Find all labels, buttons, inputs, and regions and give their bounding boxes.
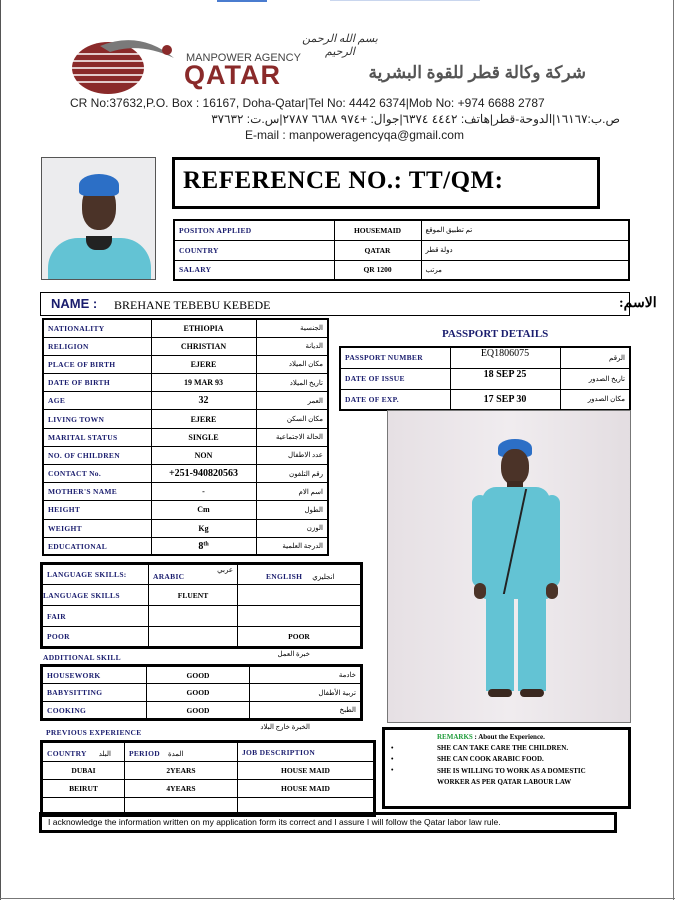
personal-arabic: عدد الاطفال bbox=[256, 446, 328, 464]
job-row bbox=[174, 240, 629, 260]
name-value: BREHANE TEBEBU KEBEDE bbox=[114, 298, 271, 312]
skill-label: BABYSITTING bbox=[42, 684, 147, 702]
language-arabic-level: FLUENT bbox=[149, 585, 238, 606]
personal-row bbox=[43, 519, 328, 537]
language-header-row bbox=[42, 564, 362, 585]
skill-arabic: خادمة bbox=[250, 666, 362, 684]
photo-tunic bbox=[482, 487, 550, 599]
email: E-mail : manpoweragencyqa@gmail.com bbox=[245, 128, 464, 142]
language-english-level bbox=[238, 585, 362, 606]
language-header: LANGUAGE SKILLS: bbox=[42, 564, 149, 585]
contact-english: CR No:37632,P.O. Box : 16167, Doha-Qatar|Tel No: 4442 6374|Mob No: +974 6688 2787 bbox=[70, 96, 545, 110]
personal-label: RELIGION bbox=[43, 337, 151, 355]
job-value: HOUSEMAID bbox=[334, 220, 421, 240]
personal-row bbox=[43, 501, 328, 519]
personal-value: Cm bbox=[151, 501, 256, 519]
name-arabic: الاسم: bbox=[619, 296, 657, 311]
skill-row bbox=[42, 702, 362, 720]
skill-level: GOOD bbox=[147, 702, 250, 720]
personal-label: AGE bbox=[43, 392, 151, 410]
contact-arabic: ص.ب:١٦١٦٧|الدوحة-قطر|هاتف: ٤٤٤٢ ٦٣٧٤|جوال: +٩٧٤ ٦٦٨٨ ٢٧٨٧|س.ت: ٣٧٦٣٢ bbox=[211, 112, 620, 126]
passport-value: 18 SEP 25 bbox=[450, 368, 560, 389]
personal-value: EJERE bbox=[151, 410, 256, 428]
personal-value: SINGLE bbox=[151, 428, 256, 446]
portrait-cap bbox=[79, 174, 119, 196]
name-label: NAME : bbox=[51, 296, 98, 311]
passport-title: PASSPORT DETAILS bbox=[442, 328, 549, 340]
language-english-level bbox=[238, 606, 362, 627]
experience-period-label: PERIOD bbox=[129, 749, 160, 758]
english-language-ar: انجليزي bbox=[312, 572, 335, 581]
additional-skill-label: ADDITIONAL SKILL bbox=[43, 653, 121, 662]
personal-row bbox=[43, 392, 328, 410]
job-arabic: مرتب bbox=[421, 260, 629, 280]
experience-country-ar: البلد bbox=[98, 750, 111, 758]
personal-row bbox=[43, 319, 328, 337]
personal-row bbox=[43, 465, 328, 483]
photo-right-arm bbox=[544, 495, 560, 587]
job-label: COUNTRY bbox=[174, 240, 334, 260]
experience-period-ar: المدة bbox=[167, 750, 184, 758]
photo-left-hand bbox=[474, 583, 486, 599]
skill-level: GOOD bbox=[147, 684, 250, 702]
personal-value: 32 bbox=[151, 392, 256, 410]
personal-value: EJERE bbox=[151, 355, 256, 373]
experience-period: 2YEARS bbox=[125, 762, 238, 780]
passport-table bbox=[339, 346, 631, 411]
job-row bbox=[174, 260, 629, 280]
remark-item bbox=[391, 766, 621, 786]
personal-label: NO. OF CHILDREN bbox=[43, 446, 151, 464]
personal-label: EDUCATIONAL bbox=[43, 537, 151, 555]
language-row-label: FAIR bbox=[42, 606, 149, 627]
personal-label: CONTACT No. bbox=[43, 465, 151, 483]
agency-logo bbox=[70, 38, 180, 98]
experience-table bbox=[40, 740, 376, 817]
acknowledgement-box bbox=[39, 812, 617, 833]
passport-arabic: الرقم bbox=[560, 347, 630, 368]
skill-label: COOKING bbox=[42, 702, 147, 720]
photo-right-hand bbox=[546, 583, 558, 599]
personal-details-table bbox=[42, 318, 329, 556]
skill-arabic: تربية الأطفال bbox=[250, 684, 362, 702]
bullet-icon: • bbox=[391, 744, 394, 752]
personal-arabic: الجنسية bbox=[256, 319, 328, 337]
personal-row bbox=[43, 410, 328, 428]
personal-arabic: الحالة الاجتماعية bbox=[256, 428, 328, 446]
personal-label: LIVING TOWN bbox=[43, 410, 151, 428]
passport-label: DATE OF ISSUE bbox=[340, 368, 450, 389]
additional-skill-arabic: خبرة العمل bbox=[277, 650, 310, 658]
experience-country-head bbox=[42, 742, 125, 762]
personal-row bbox=[43, 355, 328, 373]
additional-skills-table bbox=[40, 664, 363, 721]
passport-row bbox=[340, 389, 630, 410]
arabic-language-label: ARABIC bbox=[153, 571, 185, 581]
remarks-subtitle: : About the Experience. bbox=[474, 733, 545, 741]
personal-row bbox=[43, 483, 328, 501]
personal-value bbox=[151, 537, 256, 555]
remark-text: SHE CAN TAKE CARE THE CHILDREN. bbox=[437, 744, 569, 752]
personal-arabic: الدرجة العلمية bbox=[256, 537, 328, 555]
experience-period: 4YEARS bbox=[125, 780, 238, 798]
applicant-portrait bbox=[41, 157, 156, 280]
skill-label: HOUSEWORK bbox=[42, 666, 147, 684]
personal-value-text: 8 bbox=[198, 540, 204, 552]
photo-left-arm bbox=[472, 495, 488, 587]
job-arabic: دولة قطر bbox=[421, 240, 629, 260]
experience-country-label: COUNTRY bbox=[47, 749, 87, 758]
personal-arabic: مكان السكن bbox=[256, 410, 328, 428]
agency-name-line1: MANPOWER AGENCY bbox=[186, 52, 301, 64]
remarks-box bbox=[382, 727, 631, 809]
job-arabic: تم تطبيق الموقع bbox=[421, 220, 629, 240]
personal-value: ETHIOPIA bbox=[151, 319, 256, 337]
remark-text: SHE CAN COOK ARABIC FOOD. bbox=[437, 755, 544, 763]
language-row-label: POOR bbox=[42, 627, 149, 648]
passport-value: EQ1806075 bbox=[450, 347, 560, 368]
personal-row bbox=[43, 446, 328, 464]
page-border-left bbox=[0, 0, 1, 900]
photo-left-foot bbox=[488, 689, 512, 697]
photo-face bbox=[501, 449, 529, 485]
language-english-head bbox=[238, 564, 362, 585]
previous-experience-arabic: الخبرة خارج البلاد bbox=[260, 723, 310, 731]
personal-arabic: الوزن bbox=[256, 519, 328, 537]
personal-label: HEIGHT bbox=[43, 501, 151, 519]
personal-label: MARITAL STATUS bbox=[43, 428, 151, 446]
personal-label: MOTHER'S NAME bbox=[43, 483, 151, 501]
experience-country: DUBAI bbox=[42, 762, 125, 780]
personal-value: 19 MAR 93 bbox=[151, 374, 256, 392]
passport-label: PASSPORT NUMBER bbox=[340, 347, 450, 368]
language-row-label: LANGUAGE SKILLS bbox=[42, 585, 149, 606]
agency-name-line2: QATAR bbox=[184, 60, 281, 90]
agency-arabic-name: شركة وكالة قطر للقوة البشرية bbox=[368, 63, 586, 82]
personal-label: DATE OF BIRTH bbox=[43, 374, 151, 392]
photo-right-leg bbox=[518, 595, 546, 691]
personal-arabic: الديانة bbox=[256, 337, 328, 355]
bismillah: بسم الله الرحمن الرحيم bbox=[302, 33, 378, 58]
language-arabic-level bbox=[149, 606, 238, 627]
language-row bbox=[42, 585, 362, 606]
remarks-title: REMARKS bbox=[437, 733, 473, 741]
personal-arabic: مكان الميلاد bbox=[256, 355, 328, 373]
passport-arabic: مكان الصدور bbox=[560, 389, 630, 410]
experience-row bbox=[42, 762, 375, 780]
passport-arabic: تاريخ الصدور bbox=[560, 368, 630, 389]
skill-arabic: الطبخ bbox=[250, 702, 362, 720]
personal-row bbox=[43, 537, 328, 555]
personal-value: Kg bbox=[151, 519, 256, 537]
passport-label: DATE OF EXP. bbox=[340, 389, 450, 410]
personal-row bbox=[43, 374, 328, 392]
experience-job: HOUSE MAID bbox=[238, 780, 375, 798]
personal-row bbox=[43, 428, 328, 446]
experience-job-head: JOB DESCRIPTION bbox=[238, 742, 375, 762]
language-row bbox=[42, 627, 362, 648]
experience-period-head bbox=[125, 742, 238, 762]
remark-item bbox=[391, 744, 621, 752]
bullet-icon: • bbox=[391, 766, 394, 774]
reference-box bbox=[172, 157, 600, 209]
portrait-collar bbox=[86, 236, 112, 250]
personal-arabic: رقم التلفون bbox=[256, 465, 328, 483]
page-border-bottom bbox=[0, 898, 675, 899]
personal-arabic: العمر bbox=[256, 392, 328, 410]
language-row bbox=[42, 606, 362, 627]
top-decoration-right bbox=[330, 0, 480, 1]
language-arabic-level bbox=[149, 627, 238, 648]
previous-experience-label: PREVIOUS EXPERIENCE bbox=[46, 728, 142, 737]
passport-row bbox=[340, 347, 630, 368]
job-label: SALARY bbox=[174, 260, 334, 280]
personal-value: CHRISTIAN bbox=[151, 337, 256, 355]
personal-arabic: اسم الام bbox=[256, 483, 328, 501]
personal-label: NATIONALITY bbox=[43, 319, 151, 337]
personal-label: WEIGHT bbox=[43, 519, 151, 537]
job-row bbox=[174, 220, 629, 240]
applicant-full-photo bbox=[387, 410, 631, 723]
acknowledgement-text: I acknowledge the information written on my application form its correct and I assure I will follow the Qatar labor law rule. bbox=[48, 817, 501, 827]
personal-value: NON bbox=[151, 446, 256, 464]
bullet-icon: • bbox=[391, 755, 394, 763]
remarks-heading bbox=[437, 733, 545, 741]
language-arabic-head bbox=[149, 564, 238, 585]
experience-row bbox=[42, 780, 375, 798]
remark-item bbox=[391, 755, 621, 763]
reference-number: REFERENCE NO.: TT/QM: bbox=[183, 167, 504, 194]
english-language-label: ENGLISH bbox=[266, 571, 303, 581]
personal-row bbox=[43, 337, 328, 355]
page-border-right bbox=[673, 0, 674, 900]
experience-job: HOUSE MAID bbox=[238, 762, 375, 780]
personal-label: PLACE OF BIRTH bbox=[43, 355, 151, 373]
name-bar bbox=[40, 292, 657, 316]
personal-value-suffix: th bbox=[203, 540, 209, 547]
experience-country: BEIRUT bbox=[42, 780, 125, 798]
skill-row bbox=[42, 666, 362, 684]
job-label: POSITON APPLIED bbox=[174, 220, 334, 240]
experience-header-row bbox=[42, 742, 375, 762]
arabic-language-ar: عربي bbox=[217, 565, 233, 574]
skill-level: GOOD bbox=[147, 666, 250, 684]
photo-right-foot bbox=[520, 689, 544, 697]
personal-value: +251-940820563 bbox=[151, 465, 256, 483]
personal-arabic: الطول bbox=[256, 501, 328, 519]
language-skills-table bbox=[40, 562, 363, 649]
personal-arabic: تاريخ الميلاد bbox=[256, 374, 328, 392]
personal-value: - bbox=[151, 483, 256, 501]
job-value: QR 1200 bbox=[334, 260, 421, 280]
language-english-level: POOR bbox=[238, 627, 362, 648]
passport-row bbox=[340, 368, 630, 389]
remark-text: SHE IS WILLING TO WORK AS A DOMESTIC WORKER AS PER QATAR LABOUR LAW bbox=[437, 767, 586, 786]
job-value: QATAR bbox=[334, 240, 421, 260]
photo-left-leg bbox=[486, 595, 514, 691]
job-table bbox=[173, 219, 630, 281]
passport-value: 17 SEP 30 bbox=[450, 389, 560, 410]
skill-row bbox=[42, 684, 362, 702]
top-decoration-left bbox=[217, 0, 267, 2]
